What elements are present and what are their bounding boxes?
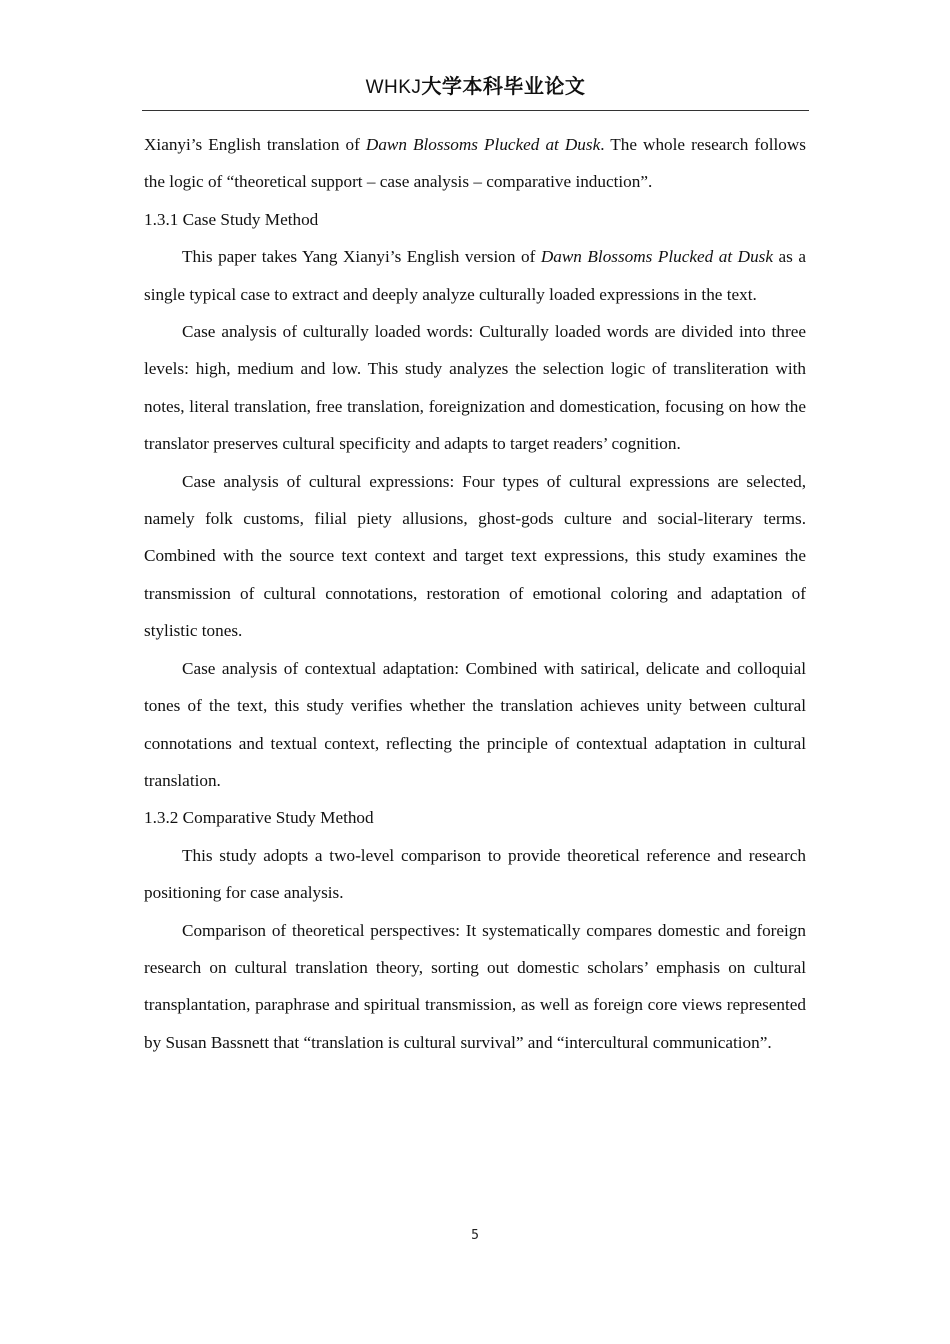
paragraph: This paper takes Yang Xianyi’s English version of Dawn Blossoms Plucked at Dusk as a single typical case to extract and deeply analyze culturally loaded expressions in the text.: [144, 247, 807, 304]
header-latin: WHKJ: [365, 77, 422, 98]
section-heading-comparative-study: 1.3.2 Comparative Study Method: [144, 808, 374, 828]
running-header: [142, 70, 809, 110]
paragraph: Comparison of theoretical perspectives: It systematically compares domestic and foreign research on cultural translation theory, sorting out domestic scholars’ emphasis on cultural transplantation, paraphrase and spiritual transmission, as well as foreign core views represented by Susan Bassnett that “translation is cultural survival” and “intercultural communication”.: [144, 920, 806, 1052]
page-number: 5: [471, 1228, 479, 1243]
section-heading-case-study: 1.3.1 Case Study Method: [144, 209, 319, 229]
body-text: [144, 126, 806, 1061]
paragraph: Case analysis of cultural expressions: Four types of cultural expressions are selected, namely folk customs, filial piety allusions, ghost-gods culture and social-literary terms. Combined with the source text context and target text expressions, this study examines the transmission of cultural connotations, restoration of emotional coloring and adaptation of stylistic tones.: [144, 471, 806, 641]
paragraph: This study adopts a two-level comparison to provide theoretical reference and research positioning for case analysis.: [144, 845, 806, 903]
paragraph: Case analysis of contextual adaptation: Combined with satirical, delicate and colloquial tones of the text, this study verifies whether the translation achieves unity between cultural connotations and textual context, reflecting the principle of contextual adaptation in cultural translation.: [144, 658, 806, 790]
header-rule: [142, 110, 809, 111]
book-title: Dawn Blossoms Plucked at Dusk: [365, 135, 601, 154]
paragraph-continuation: Xianyi’s English translation of Dawn Blossoms Plucked at Dusk. The whole research follows the logic of “theoretical support – case analysis – comparative induction”.: [144, 135, 806, 192]
book-title: Dawn Blossoms Plucked at Dusk: [540, 247, 773, 267]
paragraph: Case analysis of culturally loaded words: Culturally loaded words are divided into three levels: high, medium and low. This study analyzes the selection logic of transliteration with notes, literal translation, free translation, foreignization and domestication, focusing on how the translator preserves cultural specificity and adapts to target readers’ cognition.: [144, 322, 806, 454]
header-title: 大学本科毕业论文: [421, 74, 586, 98]
